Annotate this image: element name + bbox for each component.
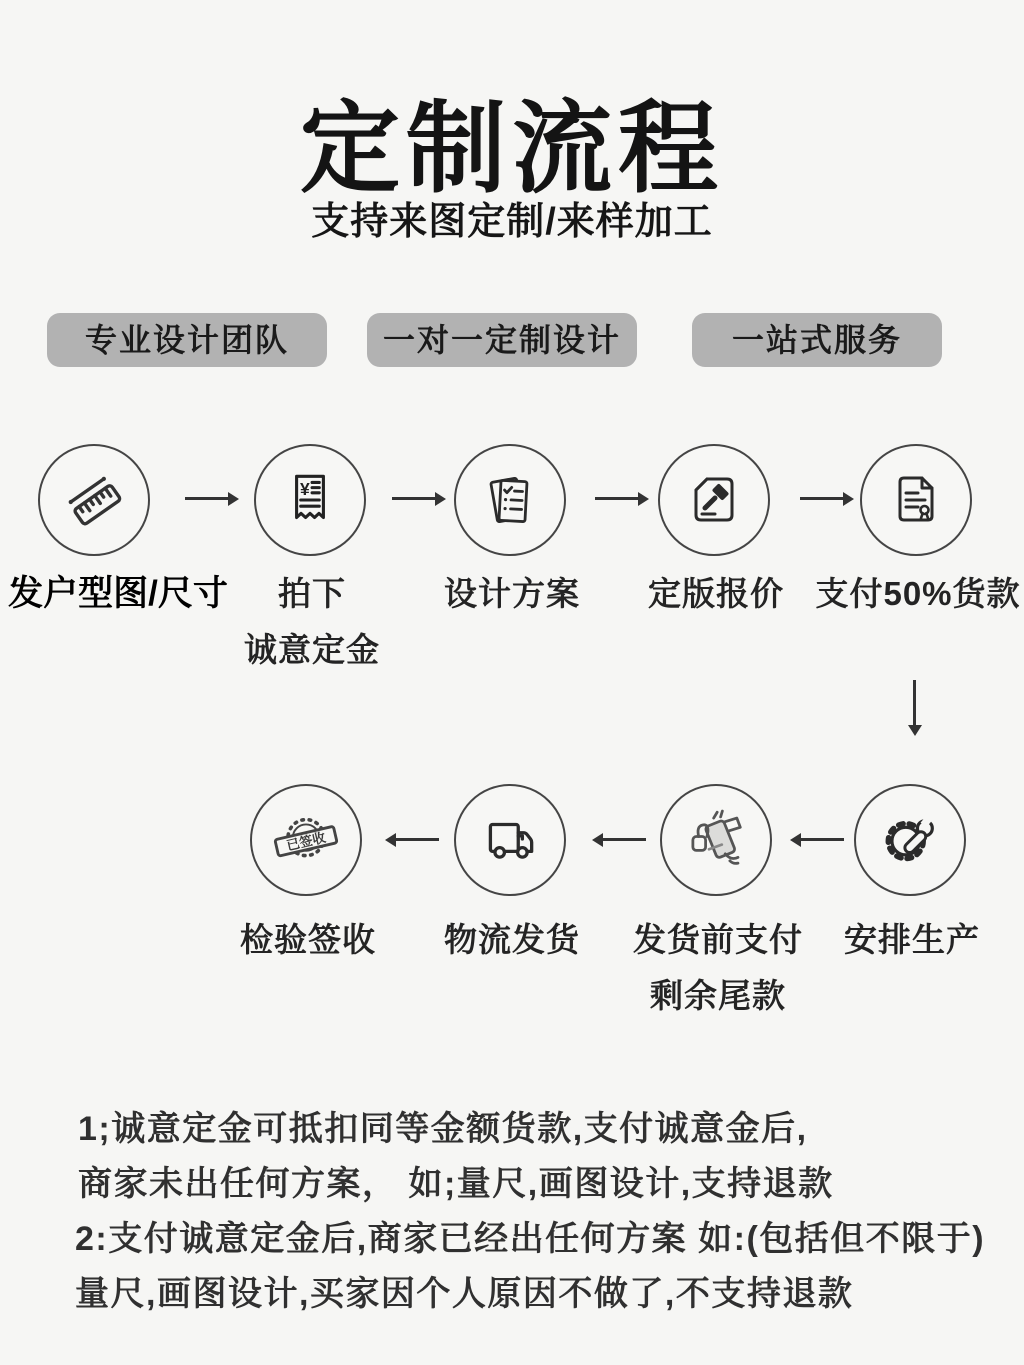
- step-label-deposit: 拍下 诚意定金: [244, 575, 380, 668]
- badge-one-on-one: 一对一定制设计: [367, 313, 637, 367]
- note-line: 商家未出任何方案， 如;量尺,画图设计,支持退款: [78, 1165, 834, 1203]
- arrow-left-icon: [395, 838, 439, 841]
- page-subtitle: 支持来图定制/来样加工: [311, 201, 713, 243]
- note-deposit-nonrefundable: [75, 1212, 985, 1322]
- step-label-quote: 定版报价: [648, 575, 784, 612]
- design-plan-icon: [478, 468, 542, 532]
- arrow-right-icon: [185, 497, 229, 500]
- step-circle-production: [854, 784, 966, 896]
- arrow-right-icon: [595, 497, 639, 500]
- pay-balance-icon: [679, 803, 753, 877]
- step-label-floorplan: 发户型图/尺寸: [8, 574, 228, 613]
- arrow-down-icon: [913, 680, 916, 726]
- finalize-quote-icon: [682, 468, 746, 532]
- step-circle-inspect: [250, 784, 362, 896]
- note-line: 1;诚意定金可抵扣同等金额货款,支付诚意金后,: [78, 1110, 808, 1148]
- arrow-right-icon: [800, 497, 844, 500]
- production-gear-icon: [876, 806, 944, 874]
- note-line: 量尺,画图设计,买家因个人原因不做了,不支持退款: [75, 1275, 854, 1313]
- stamp-text: 已签收: [285, 829, 328, 854]
- shipping-truck-icon: [477, 807, 543, 873]
- arrow-left-icon: [800, 838, 844, 841]
- step-label-design: 设计方案: [444, 575, 580, 612]
- step-label-pay50: 支付50%货款: [815, 575, 1021, 612]
- badge-one-stop: 一站式服务: [692, 313, 942, 367]
- step-circle-balance: [660, 784, 772, 896]
- badge-design-team: 专业设计团队: [47, 313, 327, 367]
- step-label-inspect: 检验签收: [240, 921, 376, 958]
- arrow-left-icon: [602, 838, 646, 841]
- arrow-right-icon: [392, 497, 436, 500]
- step-circle-pay50: [860, 444, 972, 556]
- yen-glyph: ¥: [299, 478, 310, 499]
- pay-50-percent-icon: [884, 468, 948, 532]
- ruler-icon: [60, 466, 128, 534]
- step-circle-deposit: [254, 444, 366, 556]
- step-circle-shipping: [454, 784, 566, 896]
- step-circle-design: [454, 444, 566, 556]
- page-title: 定制流程: [300, 93, 724, 205]
- step-label-balance: 发货前支付 剩余尾款: [633, 921, 803, 1014]
- step-circle-floorplan: [38, 444, 150, 556]
- note-deposit-refundable: [78, 1102, 834, 1212]
- note-line: 2:支付诚意定金后,商家已经出任何方案 如:(包括但不限于): [75, 1220, 986, 1258]
- deposit-receipt-icon: [277, 467, 343, 533]
- step-label-production: 安排生产: [844, 921, 980, 958]
- inspect-stamp-icon: [267, 804, 345, 876]
- step-label-shipping: 物流发货: [444, 921, 580, 958]
- step-circle-quote: [658, 444, 770, 556]
